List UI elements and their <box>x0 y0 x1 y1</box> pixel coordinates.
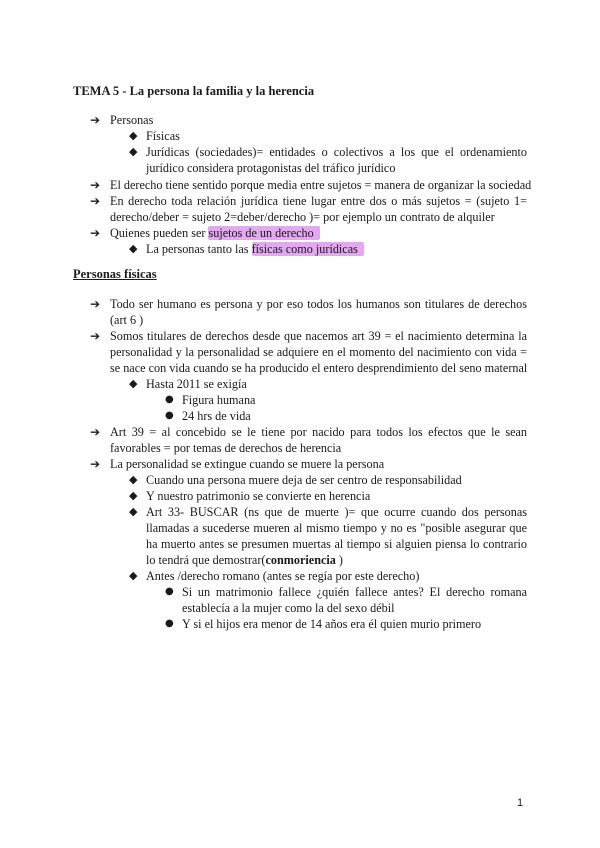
diamond-bullet-icon: ◆ <box>129 505 138 518</box>
page-number: 1 <box>517 797 524 809</box>
list-item-tipos-personas <box>146 241 364 257</box>
list-item-juridicas-line2: jurídico considera protagonistas del tráfico jurídico <box>146 161 396 175</box>
document-title: TEMA 5 - La persona la familia y la herencia <box>73 84 315 98</box>
paragraph-line: (art 6 ) <box>110 313 144 327</box>
list-item-relacion-line1: En derecho toda relación jurídica tiene lugar entre dos o más sujetos = (sujeto 1= <box>110 194 527 208</box>
conmoriencia-post: ) <box>335 553 343 567</box>
list-item-quienes <box>110 225 320 241</box>
arrow-bullet-icon: ➔ <box>90 194 101 208</box>
arrow-bullet-icon: ➔ <box>90 226 101 240</box>
list-item: 24 hrs de vida <box>182 409 251 423</box>
arrow-bullet-icon: ➔ <box>90 113 101 127</box>
paragraph-line: Somos titulares de derechos desde que nacemos art 39 = el nacimiento determina la <box>110 329 527 343</box>
paragraph-line: La personalidad se extingue cuando se muere la persona <box>110 457 385 471</box>
list-item: Y nuestro patrimonio se convierte en herencia <box>146 489 371 503</box>
arrow-bullet-icon: ➔ <box>90 329 101 343</box>
diamond-bullet-icon: ◆ <box>129 377 138 390</box>
paragraph-line: Art 33- BUSCAR (ns que de muerte )= que ocurre cuando dos personas <box>146 505 527 519</box>
arrow-bullet-icon: ➔ <box>90 297 101 311</box>
dot-bullet-icon: ● <box>165 410 174 421</box>
paragraph-line: establecía a la mujer como la del sexo débil <box>182 601 395 615</box>
conmoriencia-term: conmoriencia <box>265 553 336 567</box>
paragraph-line: favorables = por temas de derechos de herencia <box>110 441 342 455</box>
list-item: Cuando una persona muere deja de ser centro de responsabilidad <box>146 473 462 487</box>
paragraph-line: Todo ser humano es persona y por eso todos los humanos son titulares de derechos <box>110 297 527 311</box>
highlighted-text: sujetos de un derecho <box>208 226 319 240</box>
dot-bullet-icon: ● <box>165 586 174 597</box>
paragraph-line: Si un matrimonio fallece ¿quién fallece antes? El derecho romana <box>182 585 527 599</box>
paragraph-line: ha muerto antes se presumen muertas al tiempo si alguien piensa lo contrario <box>146 537 527 551</box>
dot-bullet-icon: ● <box>165 618 174 629</box>
paragraph-line: personalidad y la personalidad se adquiere en el momento del nacimiento con vida = <box>110 345 527 359</box>
list-item-juridicas-line1: Jurídicas (sociedades)= entidades o colectivos a los que el ordenamiento <box>146 145 527 159</box>
diamond-bullet-icon: ◆ <box>129 473 138 486</box>
arrow-bullet-icon: ➔ <box>90 178 101 192</box>
tipos-text: La personas tanto las <box>146 242 252 256</box>
paragraph-line <box>146 552 343 568</box>
diamond-bullet-icon: ◆ <box>129 489 138 502</box>
diamond-bullet-icon: ◆ <box>129 129 138 142</box>
arrow-bullet-icon: ➔ <box>90 425 101 439</box>
diamond-bullet-icon: ◆ <box>129 145 138 158</box>
section-heading: Personas físicas <box>73 267 157 281</box>
paragraph-line: Art 39 = al concebido se le tiene por nacido para todos los efectos que le sean <box>110 425 527 439</box>
list-item-relacion-line2: derecho/deber = sujeto 2=deber/derecho )= por ejemplo un contrato de alquiler <box>110 210 495 224</box>
list-item: Y si el hijos era menor de 14 años era él quien murio primero <box>182 617 482 631</box>
diamond-bullet-icon: ◆ <box>129 569 138 582</box>
list-item-derecho-sentido: El derecho tiene sentido porque media entre sujetos = manera de organizar la sociedad <box>110 178 532 192</box>
quienes-text: Quienes pueden ser <box>110 226 209 240</box>
diamond-bullet-icon: ◆ <box>129 242 138 255</box>
highlighted-text: físicas como jurídicas <box>252 242 364 256</box>
list-item: Hasta 2011 se exigía <box>146 377 247 391</box>
list-item: Figura humana <box>182 393 256 407</box>
list-item-personas: Personas <box>110 113 154 127</box>
arrow-bullet-icon: ➔ <box>90 457 101 471</box>
conmoriencia-pre: lo tendrá que demostrar( <box>146 553 266 567</box>
dot-bullet-icon: ● <box>165 394 174 405</box>
list-item: Antes /derecho romano (antes se regía por este derecho) <box>146 569 420 583</box>
paragraph-line: se nace con vida cuando se ha producido el entero desprendimiento del seno maternal <box>110 361 528 375</box>
list-item-fisicas: Físicas <box>146 129 180 143</box>
paragraph-line: llamadas a sucederse mueren al mismo tiempo y no es "posible asegurar que <box>146 521 527 535</box>
